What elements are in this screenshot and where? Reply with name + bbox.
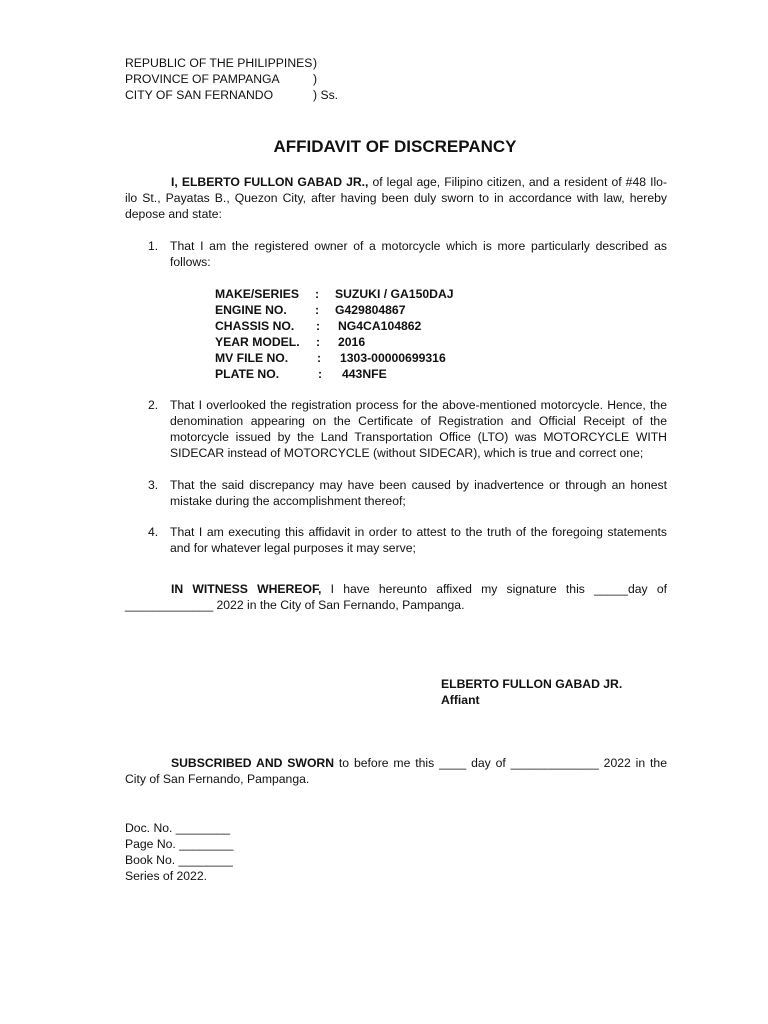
spec-key: ENGINE NO. <box>215 303 287 317</box>
affiant-role: Affiant <box>441 693 480 707</box>
affiant-name-intro: I, ELBERTO FULLON GABAD JR., <box>171 175 369 189</box>
spec-value: 2016 <box>338 335 366 349</box>
witness-text: I have hereunto affixed my signature this _____day of _____________ 2022 in the City of San Fernando, Pampanga. <box>125 582 667 612</box>
witness-lead: IN WITNESS WHEREOF, <box>171 582 322 596</box>
spec-colon: : <box>315 287 320 301</box>
spec-colon: : <box>316 319 321 333</box>
venue-province: PROVINCE OF PAMPANGA <box>125 72 280 86</box>
spec-key: YEAR MODEL. <box>215 335 300 349</box>
item-text: That I am the registered owner of a motorcycle which is more particularly described as follows: <box>170 239 667 269</box>
item-text: That I am executing this affidavit in order to attest to the truth of the foregoing statements and for whatever legal purposes it may serve; <box>170 525 667 555</box>
item-number: 2. <box>148 398 159 412</box>
venue-paren: ) <box>313 56 318 70</box>
spec-value: SUZUKI / GA150DAJ <box>335 287 454 301</box>
list-item <box>148 524 667 556</box>
spec-key: CHASSIS NO. <box>215 319 295 333</box>
item-text: That I overlooked the registration process for the above-mentioned motorcycle. Hence, the denomination appearing on the Certificate of Registration and Official Receipt of the motorcycle issued by the Land Transportation Office (LTO) was MOTORCYCLE WITH SIDECAR instead of MOTORCYCLE (without SIDECAR), which is true and correct one; <box>170 398 667 460</box>
item-number: 4. <box>148 525 159 539</box>
notarial-register <box>125 820 233 884</box>
spec-value: 1303-00000699316 <box>340 351 446 365</box>
spec-colon: : <box>318 367 323 381</box>
affiant-name: ELBERTO FULLON GABAD JR. <box>441 677 623 691</box>
page-number: Page No. ________ <box>125 837 234 851</box>
jurat-paragraph <box>125 755 667 787</box>
intro-paragraph <box>125 174 667 222</box>
jurat-lead: SUBSCRIBED AND SWORN <box>171 756 335 770</box>
venue-line-republic <box>125 55 318 71</box>
item-text: That the said discrepancy may have been caused by inadvertence or through an honest mistake during the accomplishment thereof; <box>170 478 667 508</box>
document-title: AFFIDAVIT OF DISCREPANCY <box>273 137 517 156</box>
venue-line-city <box>125 87 339 103</box>
venue-paren: ) <box>313 72 318 86</box>
signature-block <box>441 676 622 708</box>
venue-city: CITY OF SAN FERNANDO <box>125 88 274 102</box>
spec-key: PLATE NO. <box>215 367 280 381</box>
series-year: Series of 2022. <box>125 869 207 883</box>
spec-colon: : <box>315 303 320 317</box>
doc-number: Doc. No. ________ <box>125 821 231 835</box>
spec-value: NG4CA104862 <box>338 319 422 333</box>
spec-value: G429804867 <box>335 303 406 317</box>
jurat-text: to before me this ____ day of _____________ 2022 in the City of San Fernando, Pampanga. <box>125 756 667 786</box>
book-number: Book No. ________ <box>125 853 233 867</box>
spec-key: MV FILE NO. <box>215 351 289 365</box>
list-item <box>148 477 667 509</box>
list-item <box>148 238 667 270</box>
spec-colon: : <box>316 335 321 349</box>
spec-key: MAKE/SERIES <box>215 287 299 301</box>
venue-header <box>125 55 339 103</box>
list-item <box>148 397 667 461</box>
item-number: 1. <box>148 239 159 253</box>
spec-value: 443NFE <box>342 367 387 381</box>
witness-paragraph <box>125 581 667 613</box>
venue-ss: ) Ss. <box>313 88 339 102</box>
spec-colon: : <box>317 351 322 365</box>
venue-line-province <box>125 71 318 87</box>
intro-text: of legal age, Filipino citizen, and a resident of #48 Ilo-ilo St., Payatas B., Quezon City, after having been duly sworn to in accordance with law, hereby depose and state: <box>125 175 667 221</box>
item-number: 3. <box>148 478 159 492</box>
venue-republic: REPUBLIC OF THE PHILIPPINES <box>125 56 313 70</box>
